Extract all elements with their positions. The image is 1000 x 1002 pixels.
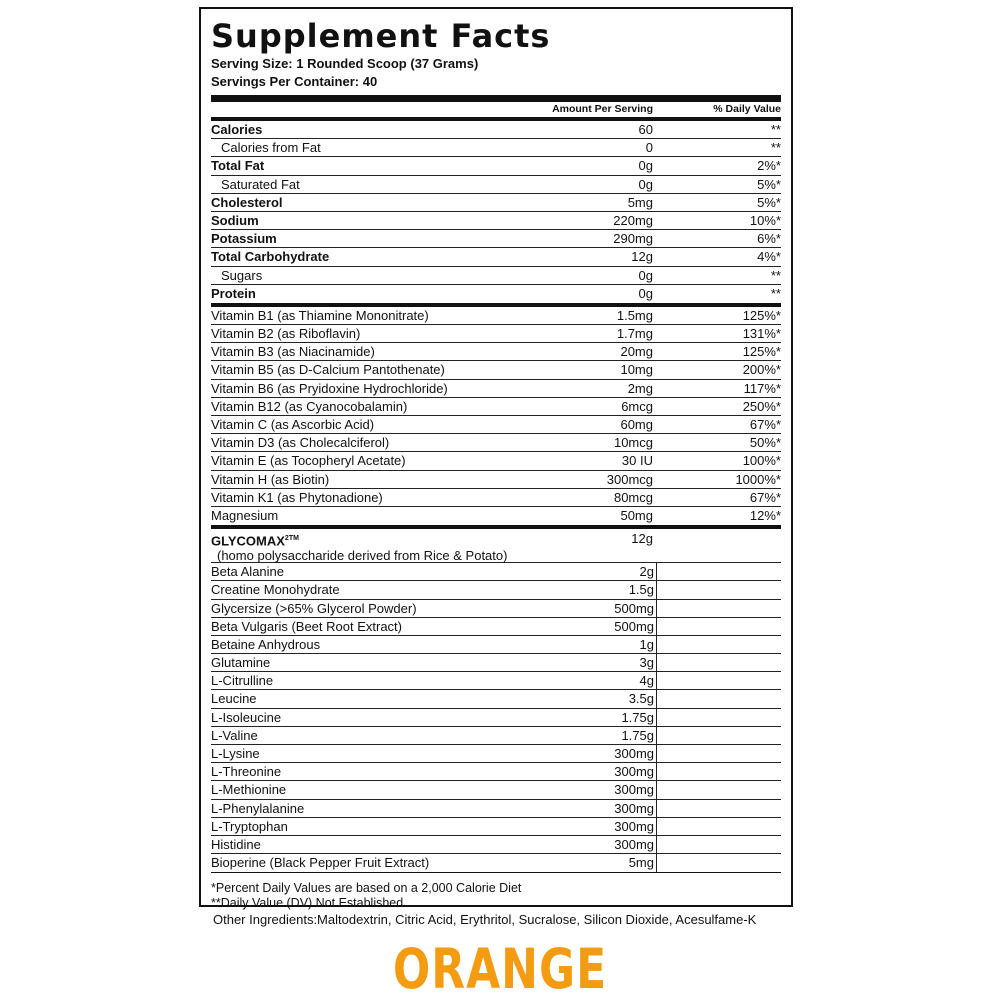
nutrient-daily-value: 6%* (757, 231, 781, 247)
vitamin-name: Vitamin B1 (as Thiamine Mononitrate) (211, 307, 429, 323)
nutrient-amount: 290mg (613, 231, 653, 247)
ingredient-name: L-Valine (211, 727, 258, 743)
nutrient-name: Protein (211, 285, 256, 301)
vitamin-daily-value: 125%* (742, 344, 781, 360)
nutrient-daily-value: ** (770, 267, 781, 283)
ingredient-amount: 3.5g (529, 690, 657, 707)
ingredient-name: Leucine (211, 691, 257, 707)
nutrient-name: Sugars (221, 267, 263, 283)
ingredient-row (211, 781, 781, 799)
nutrient-amount: 60 (638, 122, 653, 137)
ingredient-name: Betaine Anhydrous (211, 636, 321, 652)
servings-per-container: Servings Per Container: 40 (211, 74, 378, 89)
ingredient-name: Histidine (211, 836, 261, 852)
nutrient-name: Cholesterol (211, 194, 283, 210)
nutrient-name: Saturated Fat (221, 176, 300, 192)
ingredient-amount: 300mg (529, 781, 657, 798)
vitamin-row (211, 325, 781, 343)
vitamin-daily-value: 67%* (749, 489, 781, 505)
ingredient-amount: 500mg (529, 618, 657, 635)
nutrient-amount: 0g (638, 158, 653, 174)
nutrient-name: Sodium (211, 212, 259, 228)
ingredient-amount: 300mg (529, 800, 657, 817)
nutrient-amount: 0 (645, 140, 653, 156)
nutrient-amount: 0g (638, 176, 653, 192)
ingredient-amount: 4g (529, 672, 657, 689)
divider-thick (211, 95, 781, 102)
ingredient-name: Glycersize (>65% Glycerol Powder) (211, 600, 417, 616)
nutrient-daily-value: 5%* (757, 176, 781, 192)
vitamin-amount: 1.5mg (616, 307, 653, 323)
flavor-label: ORANGE (392, 938, 608, 1002)
ingredient-amount: 500mg (529, 600, 657, 617)
ingredient-row (211, 581, 781, 599)
ingredient-amount: 3g (529, 654, 657, 671)
nutrient-amount: 12g (631, 249, 653, 265)
nutrient-row (211, 121, 781, 139)
ingredient-row (211, 636, 781, 654)
ingredient-row (211, 745, 781, 763)
ingredient-amount: 5mg (529, 854, 657, 872)
ingredient-name: Beta Vulgaris (Beet Root Extract) (211, 618, 402, 634)
vitamin-daily-value: 12%* (749, 507, 781, 523)
nutrient-name: Calories (211, 122, 263, 137)
vitamin-daily-value: 125%* (742, 307, 781, 323)
other-ingredients: Other Ingredients:Maltodextrin, Citric Acid, Erythritol, Sucralose, Silicon Dioxide, Acesulfame-K (213, 912, 757, 927)
vitamin-daily-value: 250%* (742, 398, 781, 414)
nutrient-name: Calories from Fat (221, 140, 321, 156)
ingredient-row (211, 763, 781, 781)
vitamin-daily-value: 67%* (749, 417, 781, 432)
vitamin-daily-value: 100%* (742, 453, 781, 469)
vitamin-name: Vitamin K1 (as Phytonadione) (211, 489, 383, 505)
ingredient-row (211, 709, 781, 727)
vitamin-amount: 80mcg (613, 489, 653, 505)
ingredient-row (211, 672, 781, 690)
vitamin-name: Vitamin B6 (as Pryidoxine Hydrochloride) (211, 380, 448, 396)
vitamin-row (211, 380, 781, 398)
ingredient-amount: 1.75g (529, 709, 657, 726)
ingredient-row (211, 854, 781, 872)
vitamin-name: Vitamin B12 (as Cyanocobalamin) (211, 398, 408, 414)
ingredient-name: L-Threonine (211, 764, 282, 780)
vitamin-name: Vitamin B5 (as D-Calcium Pantothenate) (211, 362, 445, 378)
nutrient-amount: 0g (638, 285, 653, 301)
ingredient-amount: 1.5g (529, 581, 657, 598)
ingredient-name: L-Tryptophan (211, 818, 288, 834)
glycomax-description: (homo polysaccharide derived from Rice & Potato) (217, 548, 508, 564)
vitamin-daily-value: 1000%* (735, 471, 781, 487)
ingredient-row (211, 818, 781, 836)
ingredient-name: L-Isoleucine (211, 709, 282, 725)
vitamin-name: Vitamin B2 (as Riboflavin) (211, 326, 361, 342)
ingredient-name: L-Lysine (211, 746, 260, 761)
footnotes (211, 881, 781, 911)
ingredient-amount: 300mg (529, 836, 657, 853)
vitamin-row (211, 398, 781, 416)
ingredient-name: Beta Alanine (211, 564, 285, 580)
ingredient-row (211, 618, 781, 636)
glycomax-row (211, 529, 781, 563)
ingredient-amount: 300mg (529, 763, 657, 780)
ingredient-name: Creatine Monohydrate (211, 582, 340, 598)
nutrient-row (211, 285, 781, 303)
ingredient-row (211, 800, 781, 818)
nutrient-daily-value: 10%* (749, 212, 781, 228)
column-daily-value: % Daily Value (713, 103, 781, 115)
vitamin-row (211, 489, 781, 507)
vitamin-list (211, 307, 781, 525)
ingredient-amount: 300mg (529, 818, 657, 835)
vitamin-row (211, 471, 781, 489)
nutrient-row (211, 157, 781, 175)
nutrient-daily-value: 2%* (757, 158, 781, 174)
ingredient-name: L-Methionine (211, 782, 287, 798)
ingredient-row (211, 727, 781, 745)
ingredient-name: L-Phenylalanine (211, 800, 305, 816)
nutrient-row (211, 139, 781, 157)
vitamin-daily-value: 200%* (742, 362, 781, 378)
ingredient-name: Glutamine (211, 655, 271, 671)
nutrient-name: Potassium (211, 231, 277, 247)
nutrient-name: Total Fat (211, 158, 265, 174)
vitamin-name: Magnesium (211, 507, 279, 523)
nutrient-row (211, 176, 781, 194)
vitamin-name: Vitamin C (as Ascorbic Acid) (211, 417, 375, 432)
column-header (211, 102, 781, 117)
ingredient-amount: 1.75g (529, 727, 657, 744)
ingredient-amount: 300mg (529, 745, 657, 762)
vitamin-row (211, 307, 781, 325)
supplement-facts-panel (199, 7, 793, 911)
nutrient-daily-value: ** (770, 122, 781, 137)
vitamin-row (211, 343, 781, 361)
nutrient-row (211, 267, 781, 285)
glycomax-amount: 12g (631, 531, 653, 547)
nutrient-daily-value: 5%* (757, 194, 781, 210)
vitamin-amount: 30 IU (621, 453, 653, 469)
nutrient-daily-value: ** (770, 140, 781, 156)
vitamin-amount: 20mg (620, 344, 653, 360)
glycomax-name: GLYCOMAX (211, 533, 285, 549)
nutrient-daily-value: 4%* (757, 249, 781, 265)
vitamin-amount: 2mg (627, 380, 653, 396)
vitamin-amount: 6mcg (621, 398, 653, 414)
ingredient-amount: 2g (529, 563, 657, 580)
ingredient-row (211, 563, 781, 581)
vitamin-amount: 60mg (620, 417, 653, 432)
vitamin-daily-value: 131%* (742, 326, 781, 342)
glycomax-trademark: 2TM (284, 535, 299, 543)
vitamin-amount: 300mcg (606, 471, 653, 487)
column-amount: Amount Per Serving (552, 103, 653, 115)
ingredient-row (211, 654, 781, 672)
nutrient-amount: 5mg (627, 194, 653, 210)
ingredient-row (211, 836, 781, 854)
nutrient-daily-value: ** (770, 285, 781, 301)
footnote-daily-values: *Percent Daily Values are based on a 2,000 Calorie Diet (211, 881, 522, 896)
vitamin-daily-value: 50%* (749, 435, 781, 451)
nutrient-amount: 0g (638, 267, 653, 283)
vitamin-amount: 1.7mg (616, 326, 653, 342)
ingredient-name: Bioperine (Black Pepper Fruit Extract) (211, 855, 430, 871)
vitamin-row (211, 434, 781, 452)
nutrient-amount: 220mg (613, 212, 653, 228)
nutrient-name: Total Carbohydrate (211, 249, 330, 265)
vitamin-amount: 50mg (620, 507, 653, 523)
serving-size: Serving Size: 1 Rounded Scoop (37 Grams) (211, 56, 479, 71)
ingredient-list (211, 563, 781, 873)
vitamin-name: Vitamin E (as Tocopheryl Acetate) (211, 453, 406, 469)
panel-title: Supplement Facts (211, 17, 551, 55)
nutrient-list (211, 121, 781, 303)
vitamin-row (211, 361, 781, 379)
vitamin-daily-value: 117%* (743, 380, 781, 396)
ingredient-row (211, 690, 781, 708)
nutrient-row (211, 212, 781, 230)
nutrient-row (211, 248, 781, 266)
vitamin-row (211, 507, 781, 525)
footnote-not-established: **Daily Value (DV) Not Established (211, 896, 404, 911)
ingredient-amount: 1g (529, 636, 657, 653)
ingredient-name: L-Citrulline (211, 673, 274, 689)
vitamin-name: Vitamin D3 (as Cholecalciferol) (211, 435, 390, 451)
vitamin-amount: 10mg (620, 362, 653, 378)
vitamin-row (211, 452, 781, 470)
vitamin-amount: 10mcg (613, 435, 653, 451)
nutrient-row (211, 230, 781, 248)
vitamin-row (211, 416, 781, 434)
nutrient-row (211, 194, 781, 212)
ingredient-row (211, 600, 781, 618)
vitamin-name: Vitamin B3 (as Niacinamide) (211, 344, 375, 360)
vitamin-name: Vitamin H (as Biotin) (211, 471, 330, 487)
